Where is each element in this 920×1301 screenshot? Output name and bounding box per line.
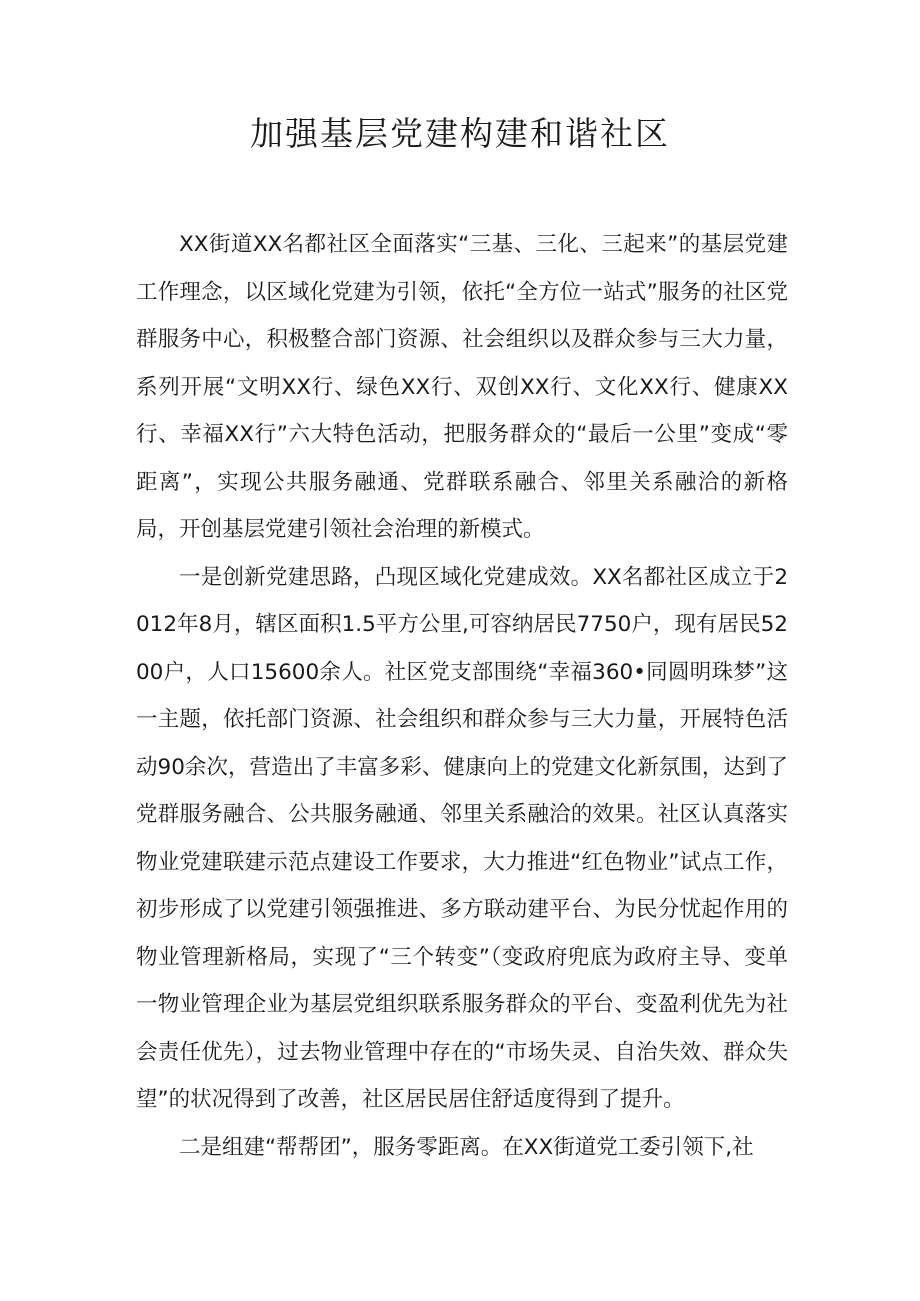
paragraph-point-one: 一是创新党建思路，凸现区域化党建成效。XX名都社区成立于2012年8月，辖区面积1.5平方公里,可容纳居民7750户，现有居民5200户，人口15600余人。社区党支部围绕“幸福360•同圆明珠梦”这一主题，依托部门资源、社会组织和群众参与三大力量，开展特色活动90余次，营造出了丰富多彩、健康向上的党建文化新氛围，达到了党群服务融合、公共服务融通、邻里关系融洽的效果。社区认真落实物业党建联建示范点建设工作要求，大力推进“红色物业”试点工作，初步形成了以党建引领强推进、多方联动建平台、为民分忧起作用的物业管理新格局，实现了“三个转变”（变政府兜底为政府主导、变单一物业管理企业为基层党组织联系服务群众的平台、变盈利优先为社会责任优先），过去物业管理中存在的“市场失灵、自治失效、群众失望”的状况得到了改善，社区居民居住舒适度得到了提升。 xyxy=(136,564,788,1112)
document-body xyxy=(136,221,788,1171)
paragraph-point-two: 二是组建“帮帮团”，服务零距离。在XX街道党工委引领下,社 xyxy=(179,1134,754,1160)
document-title: 加强基层党建构建和谐社区 xyxy=(250,114,670,153)
paragraph-intro: XX街道XX名都社区全面落实“三基、三化、三起来”的基层党建工作理念，以区域化党建为引领，依托“全方位一站式”服务的社区党群服务中心，积极整合部门资源、社会组织以及群众参与三大力量，系列开展“文明XX行、绿色XX行、双创XX行、文化XX行、健康XX行、幸福XX行”六大特色活动，把服务群众的“最后一公里”变成“零距离”，实现公共服务融通、党群联系融合、邻里关系融洽的新格局，开创基层党建引领社会治理的新模式。 xyxy=(136,232,788,542)
